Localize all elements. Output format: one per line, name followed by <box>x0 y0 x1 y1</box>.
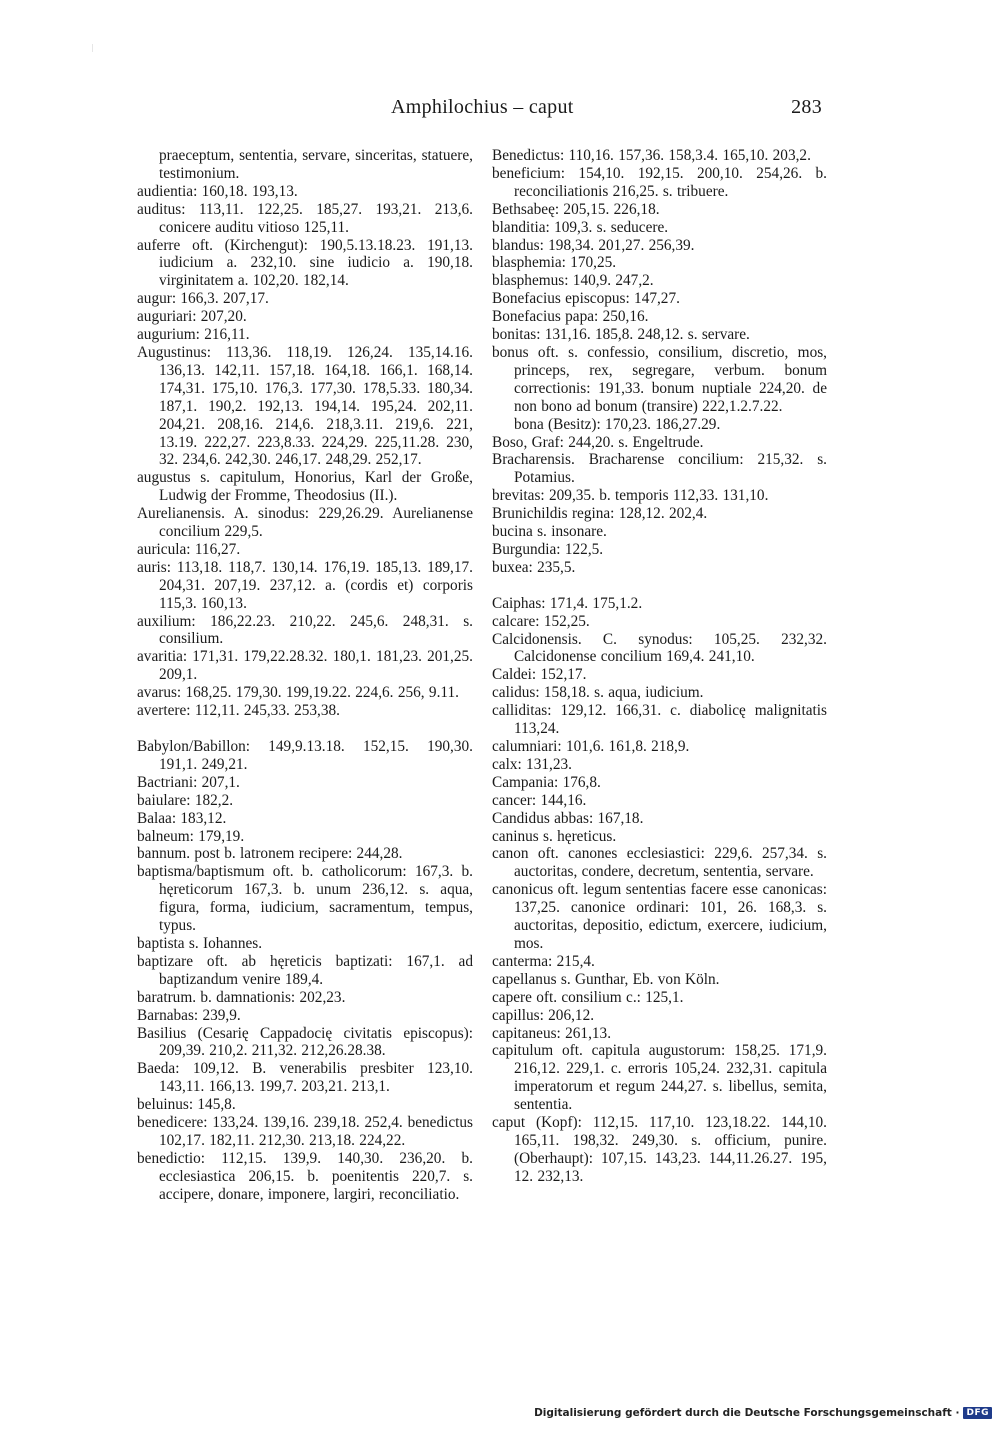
index-entry: capillus: 206,12. <box>492 1006 595 1024</box>
index-entry: avaritia: 171,31. 179,22.28.32. 180,1. 181,23. 201,25. 209,1. <box>137 648 473 684</box>
index-entry: auguriari: 207,20. <box>137 308 247 326</box>
index-column-left <box>137 147 473 1204</box>
index-entry: benedicere: 133,24. 139,16. 239,18. 252,4. benedictus 102,17. 182,11. 212,30. 213,18. 224,22. <box>137 1114 473 1149</box>
index-entry: canterma: 215,4. <box>492 952 595 970</box>
index-entry: baiulare: 182,2. <box>137 791 234 809</box>
index-entry: augurium: 216,11. <box>137 326 250 344</box>
digitization-credit <box>534 1407 992 1419</box>
index-column-right <box>492 147 827 1186</box>
index-entry: audientia: 160,18. 193,13. <box>137 182 298 200</box>
index-entry: buxea: 235,5. <box>492 558 576 576</box>
index-entry: avarus: 168,25. 179,30. 199,19.22. 224,6. 256, 9.11. <box>137 684 459 702</box>
index-entry: augustus s. capitulum, Honorius, Karl der Große, Ludwig der Fromme, Theodosius (II.). <box>137 469 473 505</box>
index-entry: capitaneus: 261,13. <box>492 1024 612 1042</box>
index-entry: Baeda: 109,12. B. venerabilis presbiter 123,10. 143,11. 166,13. 199,7. 203,21. 213,1. <box>137 1060 473 1096</box>
index-entry: blasphemia: 170,25. <box>492 254 617 272</box>
index-entry: capitulum oft. capitula augustorum: 158,25. 171,9. 216,12. 229,1. c. erroris 105,24. 232,31. capitula imperatorum et regum 244,27. s. libellus, semita, sententia. <box>492 1042 827 1114</box>
index-entry: Calcidonensis. C. synodus: 105,25. 232,32. Calcidonense concilium 169,4. 241,10. <box>492 630 827 666</box>
index-entry: balneum: 179,19. <box>137 827 245 845</box>
index-entry: beluinus: 145,8. <box>137 1096 236 1114</box>
index-entry: Basilius (Cesarię Cappadocię civitatis episcopus): 209,39. 210,2. 211,32. 212,26.28.38. <box>137 1024 473 1060</box>
index-entry: baptista s. Iohannes. <box>137 934 263 952</box>
page-number: 283 <box>791 96 822 118</box>
index-entry: benedictio: 112,15. 139,9. 140,30. 236,20. b. ecclesiastica 206,15. b. poenitentis 220,7. s. accipere, donare, imponere, largiri, reconciliatio. <box>137 1149 473 1203</box>
index-entry: blanditia: 109,3. s. seducere. <box>492 218 669 236</box>
index-entry: caninus s. hęreticus. <box>492 827 617 845</box>
index-entry: augur: 166,3. 207,17. <box>137 290 269 308</box>
index-entry: blandus: 198,34. 201,27. 256,39. <box>492 236 695 254</box>
index-entry: capere oft. consilium c.: 125,1. <box>492 988 684 1006</box>
index-entry: Barnabas: 239,9. <box>137 1006 241 1024</box>
index-entry: bonus oft. s. confessio, consilium, discretio, mos, princeps, rex, segregare, verbum. bonum correctionis: 191,33. bonum nuptiale 224,20. de non bono ad bonum (transire) 222,1.2.7.22. <box>492 343 827 415</box>
index-entry: auricula: 116,27. <box>137 540 241 558</box>
index-entry: Campania: 176,8. <box>492 773 601 791</box>
index-entry: bonitas: 131,16. 185,8. 248,12. s. servare. <box>492 326 750 344</box>
index-entry: blasphemus: 140,9. 247,2. <box>492 272 654 290</box>
index-entry: bona (Besitz): 170,23. 186,27.29. <box>514 415 721 433</box>
index-entry: calidus: 158,18. s. aqua, iudicium. <box>492 684 704 702</box>
credit-text: Digitalisierung gefördert durch die Deutsche Forschungsgemeinschaft · <box>534 1407 960 1419</box>
index-entry: bucina s. insonare. <box>492 523 607 541</box>
section-gap <box>492 577 827 595</box>
index-entry: avertere: 112,11. 245,33. 253,38. <box>137 702 341 720</box>
index-entry: Aurelianensis. A. sinodus: 229,26.29. Aurelianense concilium 229,5. <box>137 505 473 541</box>
dfg-logo-icon: DFG <box>963 1407 992 1419</box>
index-entry: baptisma/baptismum oft. b. catholicorum: 167,3. b. hęreticorum 167,3. b. unum 236,12. s. aqua, figura, forma, iudicium, sacramentum, tempus, typus. <box>137 863 473 935</box>
index-entry: canon oft. canones ecclesiastici: 229,6. 257,34. s. auctoritas, condere, decretum, sententia, servare. <box>492 845 827 881</box>
index-entry: Bracharensis. Bracharense concilium: 215,32. s. Potamius. <box>492 451 827 487</box>
index-entry: Bactriani: 207,1. <box>137 773 240 791</box>
index-entry: baptizare oft. ab hęreticis baptizati: 167,1. ad baptizandum venire 189,4. <box>137 952 473 988</box>
index-entry: calumniari: 101,6. 161,8. 218,9. <box>492 738 690 755</box>
index-entry: calliditas: 129,12. 166,31. c. diabolicę malignitatis 113,24. <box>492 702 827 738</box>
index-entry: Bonefacius episcopus: 147,27. <box>492 290 680 308</box>
index-entry: praeceptum, sententia, servare, sinceritas, statuere, testimonium. <box>159 147 473 182</box>
index-entry: auferre oft. (Kirchengut): 190,5.13.18.23. 191,13. iudicium a. 232,10. sine iudicio a. 190,18. virginitatem a. 102,20. 182,14. <box>137 236 473 290</box>
index-entry: Boso, Graf: 244,20. s. Engeltrude. <box>492 433 704 451</box>
index-entry: canonicus oft. legum sententias facere esse canonicas: 137,25. canonice ordinari: 101, 26. 168,3. s. auctoritas, depositio, edictum, exercere, iudicium, mos. <box>492 881 827 952</box>
index-entry: Burgundia: 122,5. <box>492 540 604 558</box>
index-entry: Babylon/Babillon: 149,9.13.18. 152,15. 190,30. 191,1. 249,21. <box>137 738 473 773</box>
index-entry: Bonefacius papa: 250,16. <box>492 308 649 326</box>
index-entry: Augustinus: 113,36. 118,19. 126,24. 135,14.16. 136,13. 142,11. 157,18. 164,18. 166,1. 168,14. 174,31. 175,10. 176,3. 177,30. 178,5.33. 180,34. 187,1. 190,2. 192,13. 194,14. 195,24. 202,11. 204,21. 208,16. 214,6. 218,3.11. 219,6. 221, 13.19. 222,27. 223,8.33. 224,29. 225,11.28. 230, 32. 234,6. 242,30. 246,17. 248,29. 252,17. <box>137 343 473 469</box>
index-entry: cancer: 144,16. <box>492 791 587 809</box>
index-entry: baratrum. b. damnationis: 202,23. <box>137 988 346 1006</box>
index-entry: auxilium: 186,22.23. 210,22. 245,6. 248,31. s. consilium. <box>137 612 473 648</box>
index-entry: caput (Kopf): 112,15. 117,10. 123,18.22. 144,10. 165,11. 198,32. 249,30. s. officium, punire. (Oberhaupt): 107,15. 143,23. 144,11.26.27. 195, 12. 232,13. <box>492 1114 827 1185</box>
index-entry: calcare: 152,25. <box>492 612 590 630</box>
index-entry: Balaa: 183,12. <box>137 809 227 827</box>
scan-mark <box>92 44 93 52</box>
page-header <box>0 96 1000 122</box>
index-entry: calx: 131,23. <box>492 755 572 773</box>
running-title: Amphilochius – caput <box>391 96 574 118</box>
index-entry: bannum. post b. latronem recipere: 244,28. <box>137 845 403 863</box>
index-entry: Benedictus: 110,16. 157,36. 158,3.4. 165,10. 203,2. <box>492 147 811 164</box>
index-entry: Candidus abbas: 167,18. <box>492 809 644 827</box>
index-entry: capellanus s. Gunthar, Eb. von Köln. <box>492 970 720 988</box>
index-entry: beneficium: 154,10. 192,15. 200,10. 254,26. b. reconciliationis 216,25. s. tribuere. <box>492 164 827 200</box>
section-gap <box>137 720 473 738</box>
index-entry: brevitas: 209,35. b. temporis 112,33. 131,10. <box>492 487 769 505</box>
index-entry: Brunichildis regina: 128,12. 202,4. <box>492 505 708 523</box>
index-entry: auris: 113,18. 118,7. 130,14. 176,19. 185,13. 189,17. 204,31. 207,19. 237,12. a. (cordis et) corporis 115,3. 160,13. <box>137 558 473 612</box>
index-entry: Caiphas: 171,4. 175,1.2. <box>492 594 643 612</box>
index-entry: Bethsabeę: 205,15. 226,18. <box>492 200 660 218</box>
index-entry: Caldei: 152,17. <box>492 666 587 684</box>
index-entry: auditus: 113,11. 122,25. 185,27. 193,21. 213,6. conicere auditu vitioso 125,11. <box>137 200 473 236</box>
